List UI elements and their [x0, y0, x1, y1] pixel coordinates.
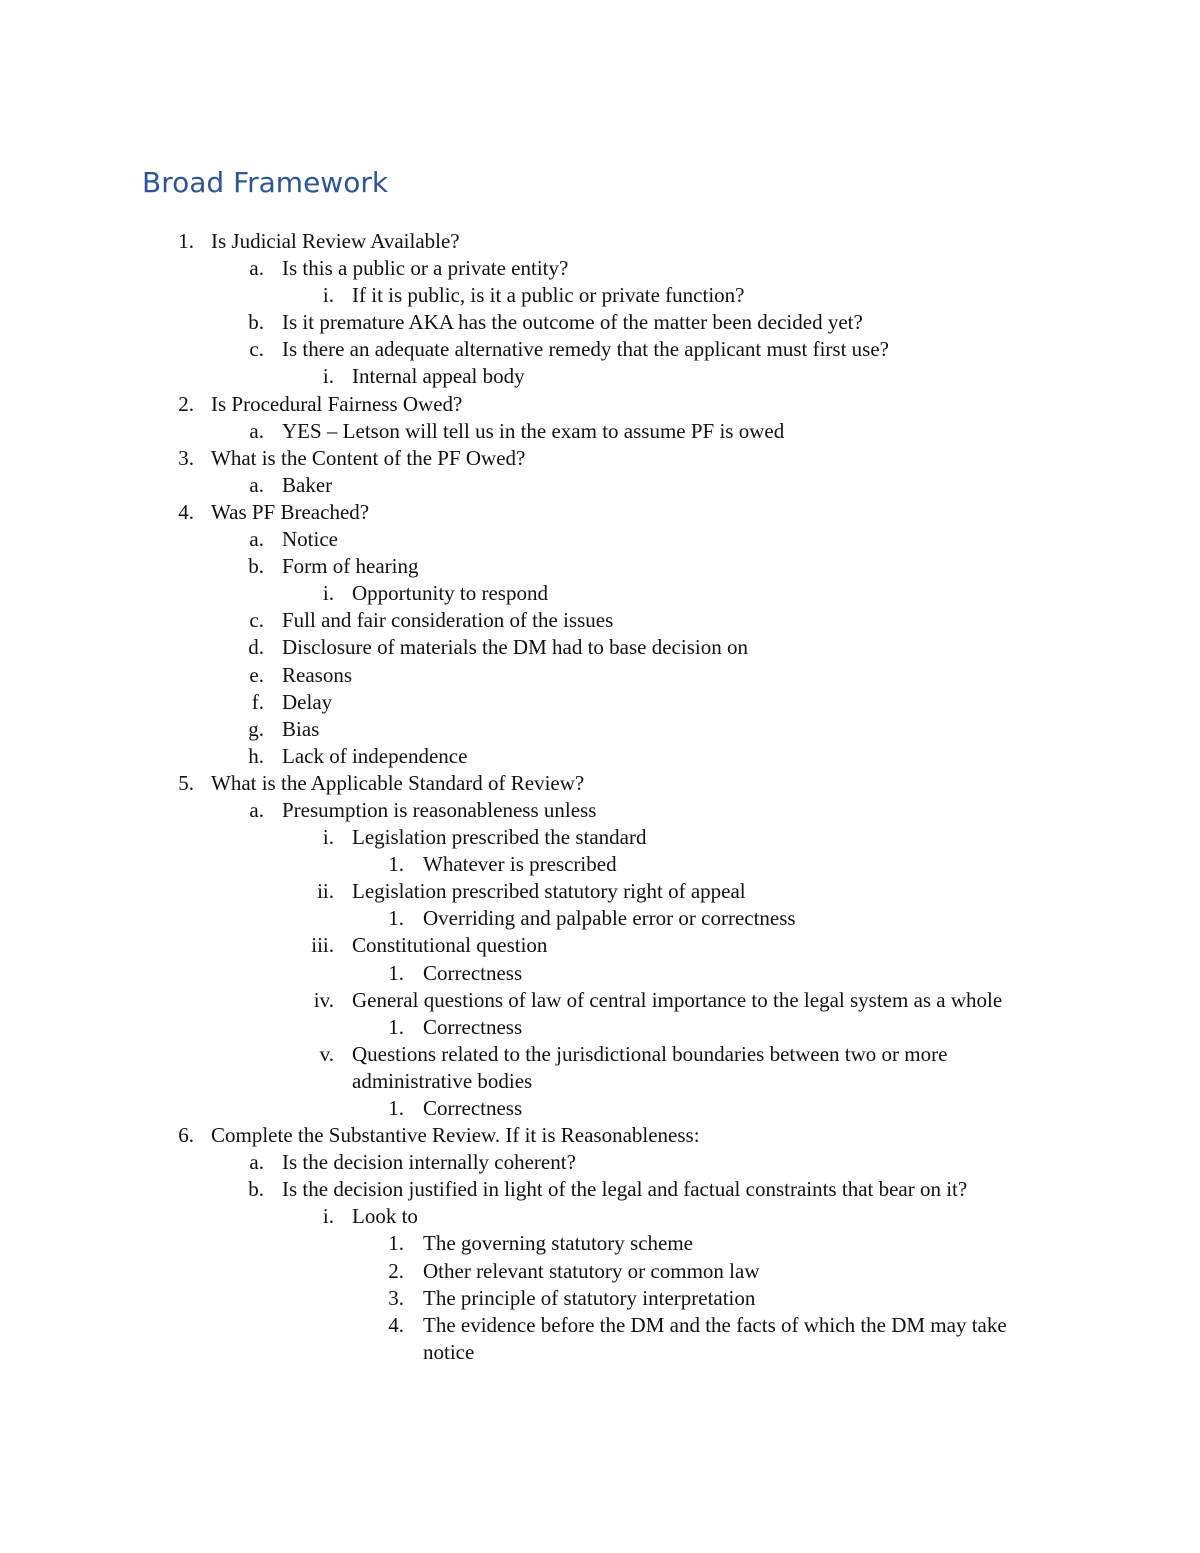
list-marker: e.	[249, 662, 264, 687]
list-marker: i.	[322, 581, 334, 606]
list-item-text: Is the decision internally coherent?	[282, 1150, 576, 1175]
list-item-text: Delay	[282, 689, 333, 714]
list-item-text: If it is public, is it a public or private function?	[352, 283, 745, 308]
outline-item-level-2	[0, 418, 1200, 445]
list-marker: a.	[249, 256, 264, 281]
list-item-text: What is the Applicable Standard of Review?	[211, 770, 585, 795]
outline-item-level-1	[0, 499, 1200, 526]
list-item-text: Is it premature AKA has the outcome of the matter been decided yet?	[282, 310, 863, 335]
list-item-text: Correctness	[423, 1096, 523, 1120]
list-item-text: The principle of statutory interpretation	[423, 1285, 756, 1310]
outline-item-level-3	[0, 363, 1200, 390]
outline-item-level-4	[0, 905, 1200, 932]
list-marker: i.	[322, 364, 334, 389]
outline-item-level-1	[0, 770, 1200, 797]
list-marker: c.	[249, 608, 264, 633]
list-item-text: Disclosure of materials the DM had to base decision on	[282, 635, 748, 660]
list-marker: a.	[249, 527, 264, 552]
list-item-text: Was PF Breached?	[211, 499, 370, 524]
list-marker: a.	[249, 1150, 264, 1175]
outline-item-level-2	[0, 634, 1200, 661]
list-item-text: Opportunity to respond	[352, 581, 548, 606]
outline-item-level-1	[0, 1122, 1200, 1149]
list-item-text: Complete the Substantive Review. If it is Reasonableness:	[211, 1123, 700, 1148]
outline-item-level-4	[0, 1230, 1200, 1257]
list-item-text: Lack of independence	[282, 743, 468, 768]
list-marker: 2.	[178, 391, 194, 416]
list-marker: a.	[249, 797, 264, 822]
outline-item-level-4	[0, 1095, 1200, 1122]
list-marker: 1.	[388, 1096, 404, 1120]
outline-item-level-3	[0, 580, 1200, 607]
list-item-text: Overriding and palpable error or correctness	[423, 906, 796, 931]
list-marker: 1.	[388, 1231, 404, 1256]
outline-item-level-2	[0, 309, 1200, 336]
list-item-text: Questions related to the jurisdictional boundaries between two or more administrative bodies	[352, 1041, 948, 1093]
outline-item-level-2	[0, 553, 1200, 580]
list-marker: 1.	[388, 852, 404, 877]
outline-item-level-2	[0, 716, 1200, 743]
list-marker: 5.	[178, 770, 194, 795]
list-marker: 4.	[388, 1312, 404, 1337]
list-item-text: Is Procedural Fairness Owed?	[211, 391, 463, 416]
outline-item-level-2	[0, 689, 1200, 716]
outline-item-level-4	[0, 1285, 1200, 1312]
outline-list	[0, 228, 1200, 1366]
outline-item-level-4	[0, 851, 1200, 878]
outline-item-level-2	[0, 255, 1200, 282]
list-item-text: Other relevant statutory or common law	[423, 1258, 760, 1283]
outline-item-level-1	[0, 391, 1200, 418]
list-item-text: Internal appeal body	[352, 364, 525, 389]
list-marker: c.	[249, 337, 264, 362]
list-item-text: Full and fair consideration of the issues	[282, 608, 614, 633]
list-marker: i.	[322, 283, 334, 308]
page-title: Broad Framework	[142, 166, 389, 199]
outline-item-level-3	[0, 878, 1200, 905]
list-marker: i.	[322, 825, 334, 850]
outline-item-level-2	[0, 607, 1200, 634]
outline-item-level-2	[0, 797, 1200, 824]
list-item-text: The governing statutory scheme	[423, 1231, 694, 1256]
list-marker: d.	[248, 635, 264, 660]
outline-item-level-3	[0, 932, 1200, 959]
list-marker: ii.	[317, 879, 334, 904]
list-item-text: Form of hearing	[282, 554, 419, 579]
outline-item-level-3	[0, 987, 1200, 1014]
list-item-text: Legislation prescribed statutory right of appeal	[352, 879, 746, 904]
outline-item-level-4	[0, 1014, 1200, 1041]
list-marker: iv.	[313, 987, 334, 1012]
list-item-text: What is the Content of the PF Owed?	[211, 445, 526, 470]
list-item-text: YES – Letson will tell us in the exam to assume PF is owed	[282, 418, 785, 443]
list-marker: 3.	[388, 1285, 404, 1310]
list-item-text: Whatever is prescribed	[423, 852, 617, 877]
list-item-text: Notice	[282, 527, 338, 552]
list-item-text: Bias	[282, 716, 320, 741]
list-marker: b.	[248, 310, 264, 335]
list-item-text: Is there an adequate alternative remedy that the applicant must first use?	[282, 337, 890, 362]
outline-item-level-3	[0, 1203, 1200, 1230]
list-marker: b.	[248, 1177, 264, 1202]
outline-item-level-2	[0, 1176, 1200, 1203]
list-item-text: Correctness	[423, 1014, 523, 1039]
outline-item-level-3	[0, 824, 1200, 851]
list-item-text: Reasons	[282, 662, 352, 687]
list-marker: v.	[319, 1041, 334, 1066]
outline-item-level-2	[0, 743, 1200, 770]
list-marker: 1.	[388, 1014, 404, 1039]
list-marker: a.	[249, 472, 264, 497]
outline-item-level-1	[0, 445, 1200, 472]
list-item-text: Is this a public or a private entity?	[282, 256, 569, 281]
list-item-text: General questions of law of central importance to the legal system as a whole	[352, 987, 1003, 1012]
outline-item-level-2	[0, 526, 1200, 553]
outline-item-level-3	[0, 1041, 1200, 1095]
list-marker: i.	[322, 1204, 334, 1229]
list-marker: 4.	[178, 499, 194, 524]
list-item-text: Constitutional question	[352, 933, 548, 958]
outline-item-level-4	[0, 960, 1200, 987]
list-marker: iii.	[311, 933, 334, 958]
list-marker: a.	[249, 418, 264, 443]
list-marker: 2.	[388, 1258, 404, 1283]
outline-item-level-4	[0, 1312, 1200, 1366]
list-item-text: Legislation prescribed the standard	[352, 825, 647, 850]
list-item-text: Look to	[352, 1204, 418, 1229]
list-item-text: Is Judicial Review Available?	[211, 229, 460, 253]
list-marker: f.	[251, 689, 264, 714]
outline-item-level-2	[0, 662, 1200, 689]
list-item-text: Correctness	[423, 960, 523, 985]
list-marker: 6.	[178, 1123, 194, 1148]
list-marker: 3.	[178, 445, 194, 470]
outline-item-level-2	[0, 1149, 1200, 1176]
list-item-text: The evidence before the DM and the facts of which the DM may take notice	[423, 1312, 1007, 1364]
list-marker: h.	[248, 743, 264, 768]
outline-item-level-4	[0, 1258, 1200, 1285]
list-marker: 1.	[178, 229, 194, 253]
outline-item-level-2	[0, 336, 1200, 363]
list-item-text: Baker	[282, 472, 333, 497]
list-item-text: Is the decision justified in light of the legal and factual constraints that bear on it?	[282, 1177, 968, 1202]
outline-item-level-2	[0, 472, 1200, 499]
list-marker: 1.	[388, 906, 404, 931]
list-item-text: Presumption is reasonableness unless	[282, 797, 597, 822]
list-marker: g.	[248, 716, 264, 741]
list-marker: 1.	[388, 960, 404, 985]
list-marker: b.	[248, 554, 264, 579]
outline-item-level-3	[0, 282, 1200, 309]
outline-item-level-1	[0, 228, 1200, 255]
